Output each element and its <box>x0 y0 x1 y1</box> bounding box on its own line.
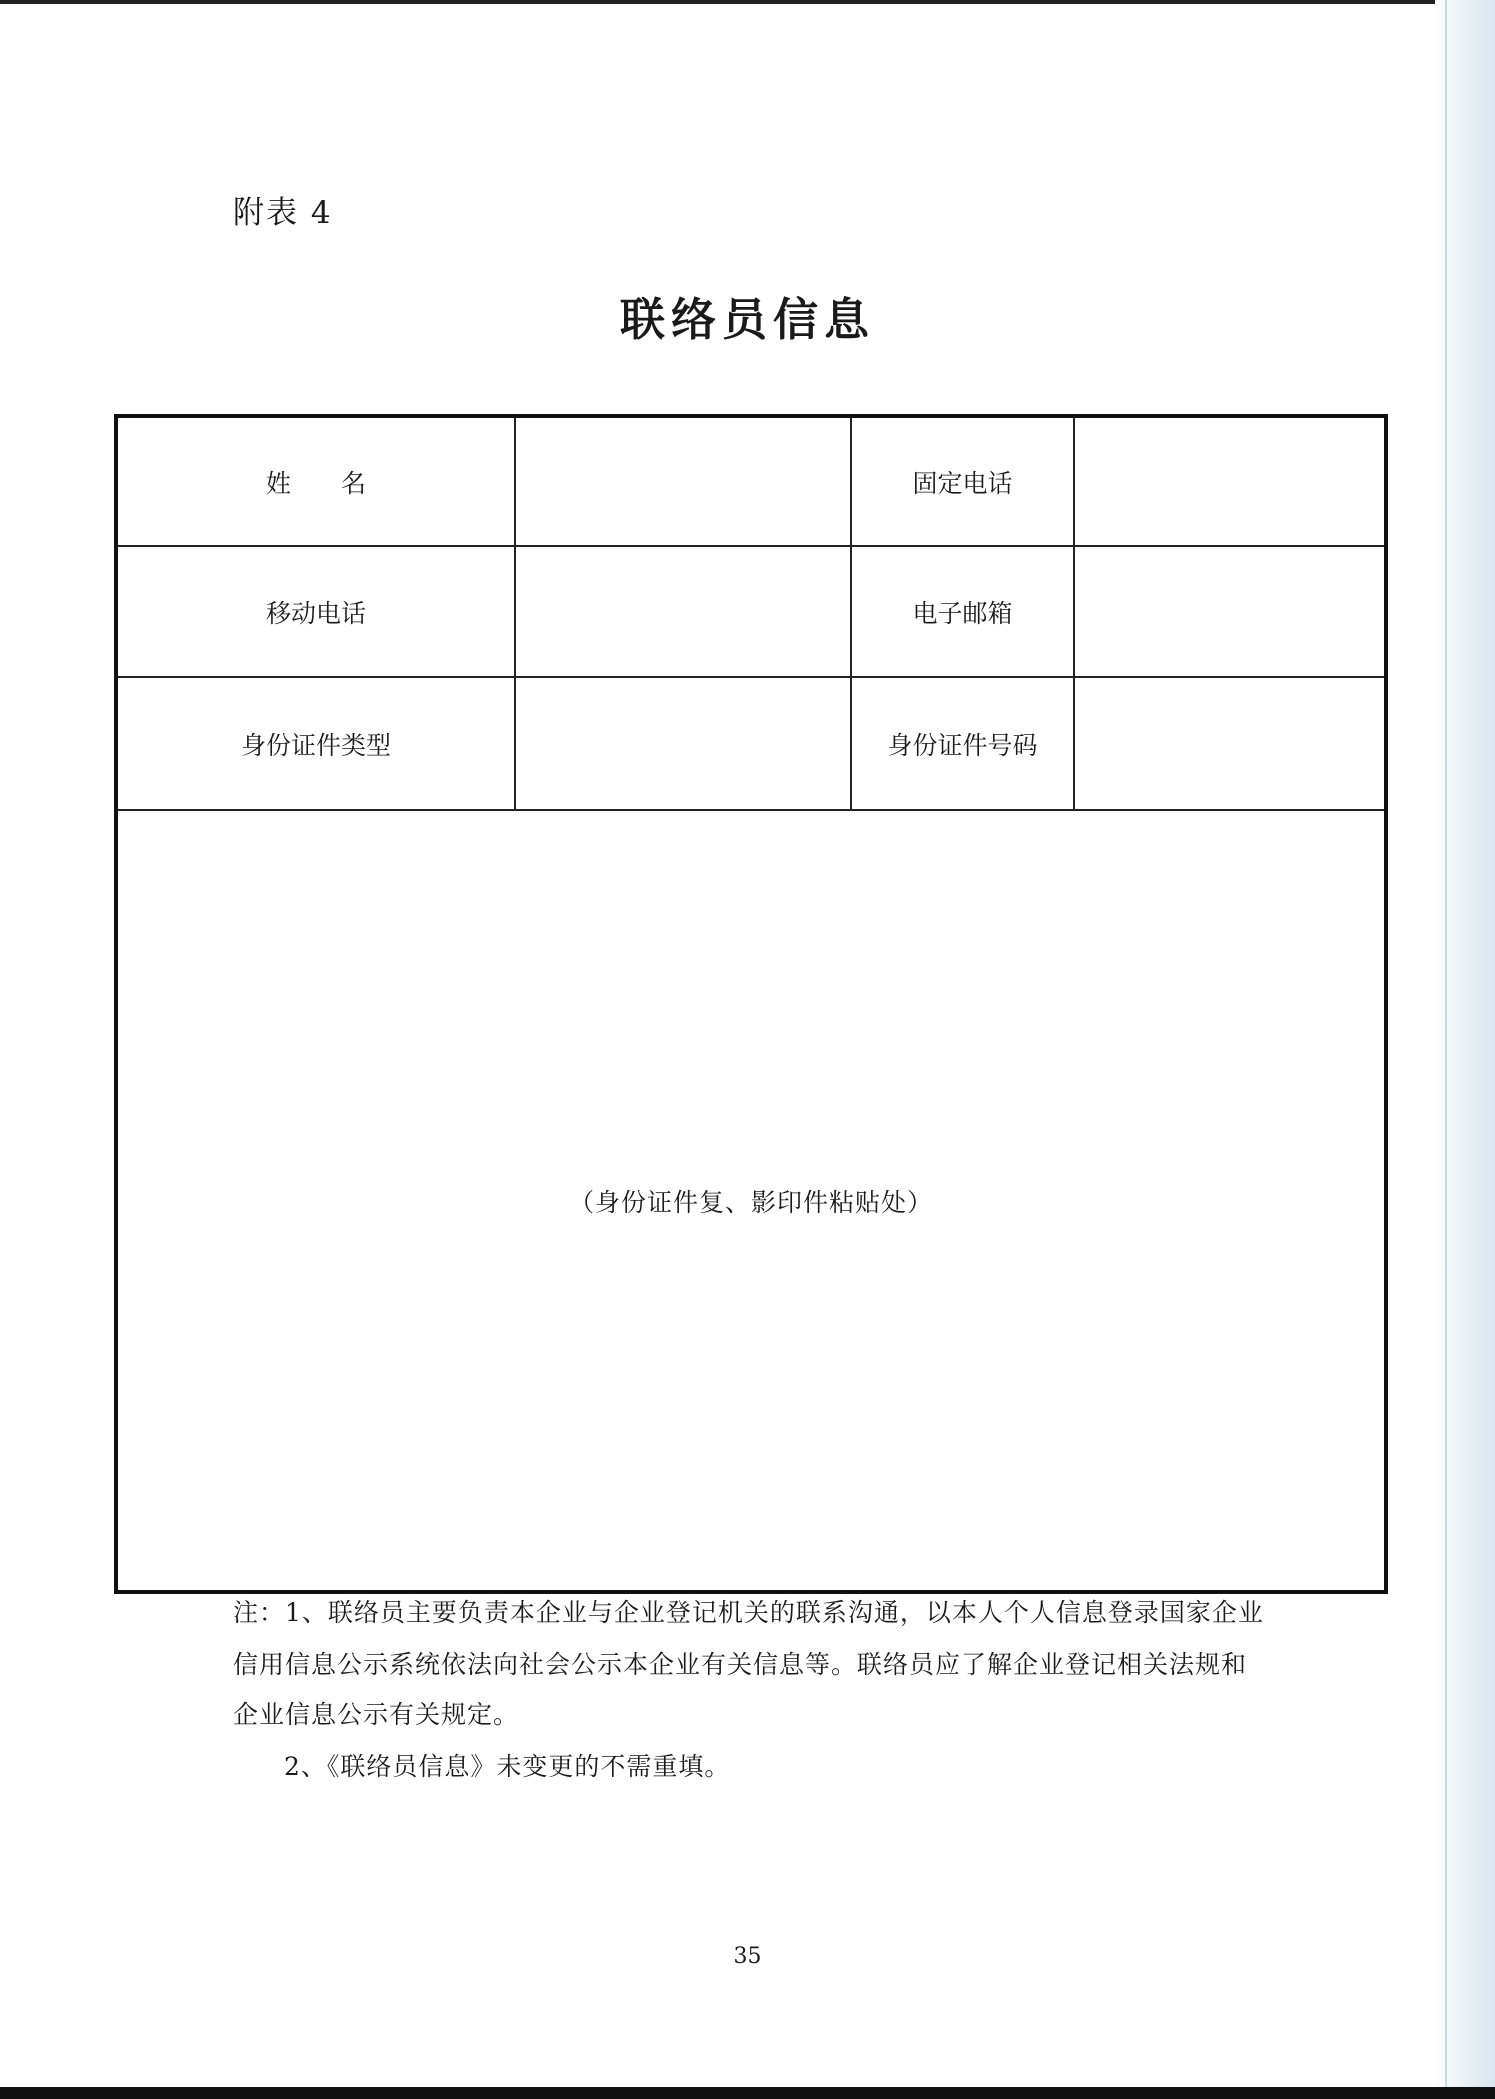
page-title: 联络员信息 <box>619 293 875 346</box>
id-copy-paste-area <box>118 811 1384 1590</box>
email-field[interactable] <box>1075 547 1388 676</box>
name-label: 姓 名 <box>118 418 516 545</box>
id-type-label: 身份证件类型 <box>118 678 516 809</box>
page-number: 35 <box>733 1944 762 1969</box>
appendix-label: 附表 4 <box>233 195 333 231</box>
paste-area-caption: （身份证件复、影印件粘贴处） <box>568 1187 933 1217</box>
mobile-label: 移动电话 <box>118 547 516 676</box>
landline-field[interactable] <box>1075 418 1388 545</box>
email-label: 电子邮箱 <box>852 547 1075 676</box>
name-field[interactable] <box>516 418 852 545</box>
table-row <box>118 547 1384 678</box>
table-row <box>118 678 1384 811</box>
note-line: 注：1、联络员主要负责本企业与企业登记机关的联系沟通，以本人个人信息登录国家企业 <box>233 1598 1264 1627</box>
id-number-field[interactable] <box>1075 678 1388 809</box>
id-type-field[interactable] <box>516 678 852 809</box>
note-line: 信用信息公示系统依法向社会公示本企业有关信息等。联络员应了解企业登记相关法规和 <box>233 1650 1248 1679</box>
scan-top-edge <box>0 0 1495 4</box>
landline-label: 固定电话 <box>852 418 1075 545</box>
note-line: 企业信息公示有关规定。 <box>233 1700 520 1729</box>
id-number-label: 身份证件号码 <box>852 678 1075 809</box>
scan-bottom-edge <box>0 2087 1495 2099</box>
contact-info-table <box>114 414 1388 1594</box>
table-row <box>118 418 1384 547</box>
note-line: 2、《联络员信息》未变更的不需重填。 <box>284 1752 731 1781</box>
mobile-field[interactable] <box>516 547 852 676</box>
